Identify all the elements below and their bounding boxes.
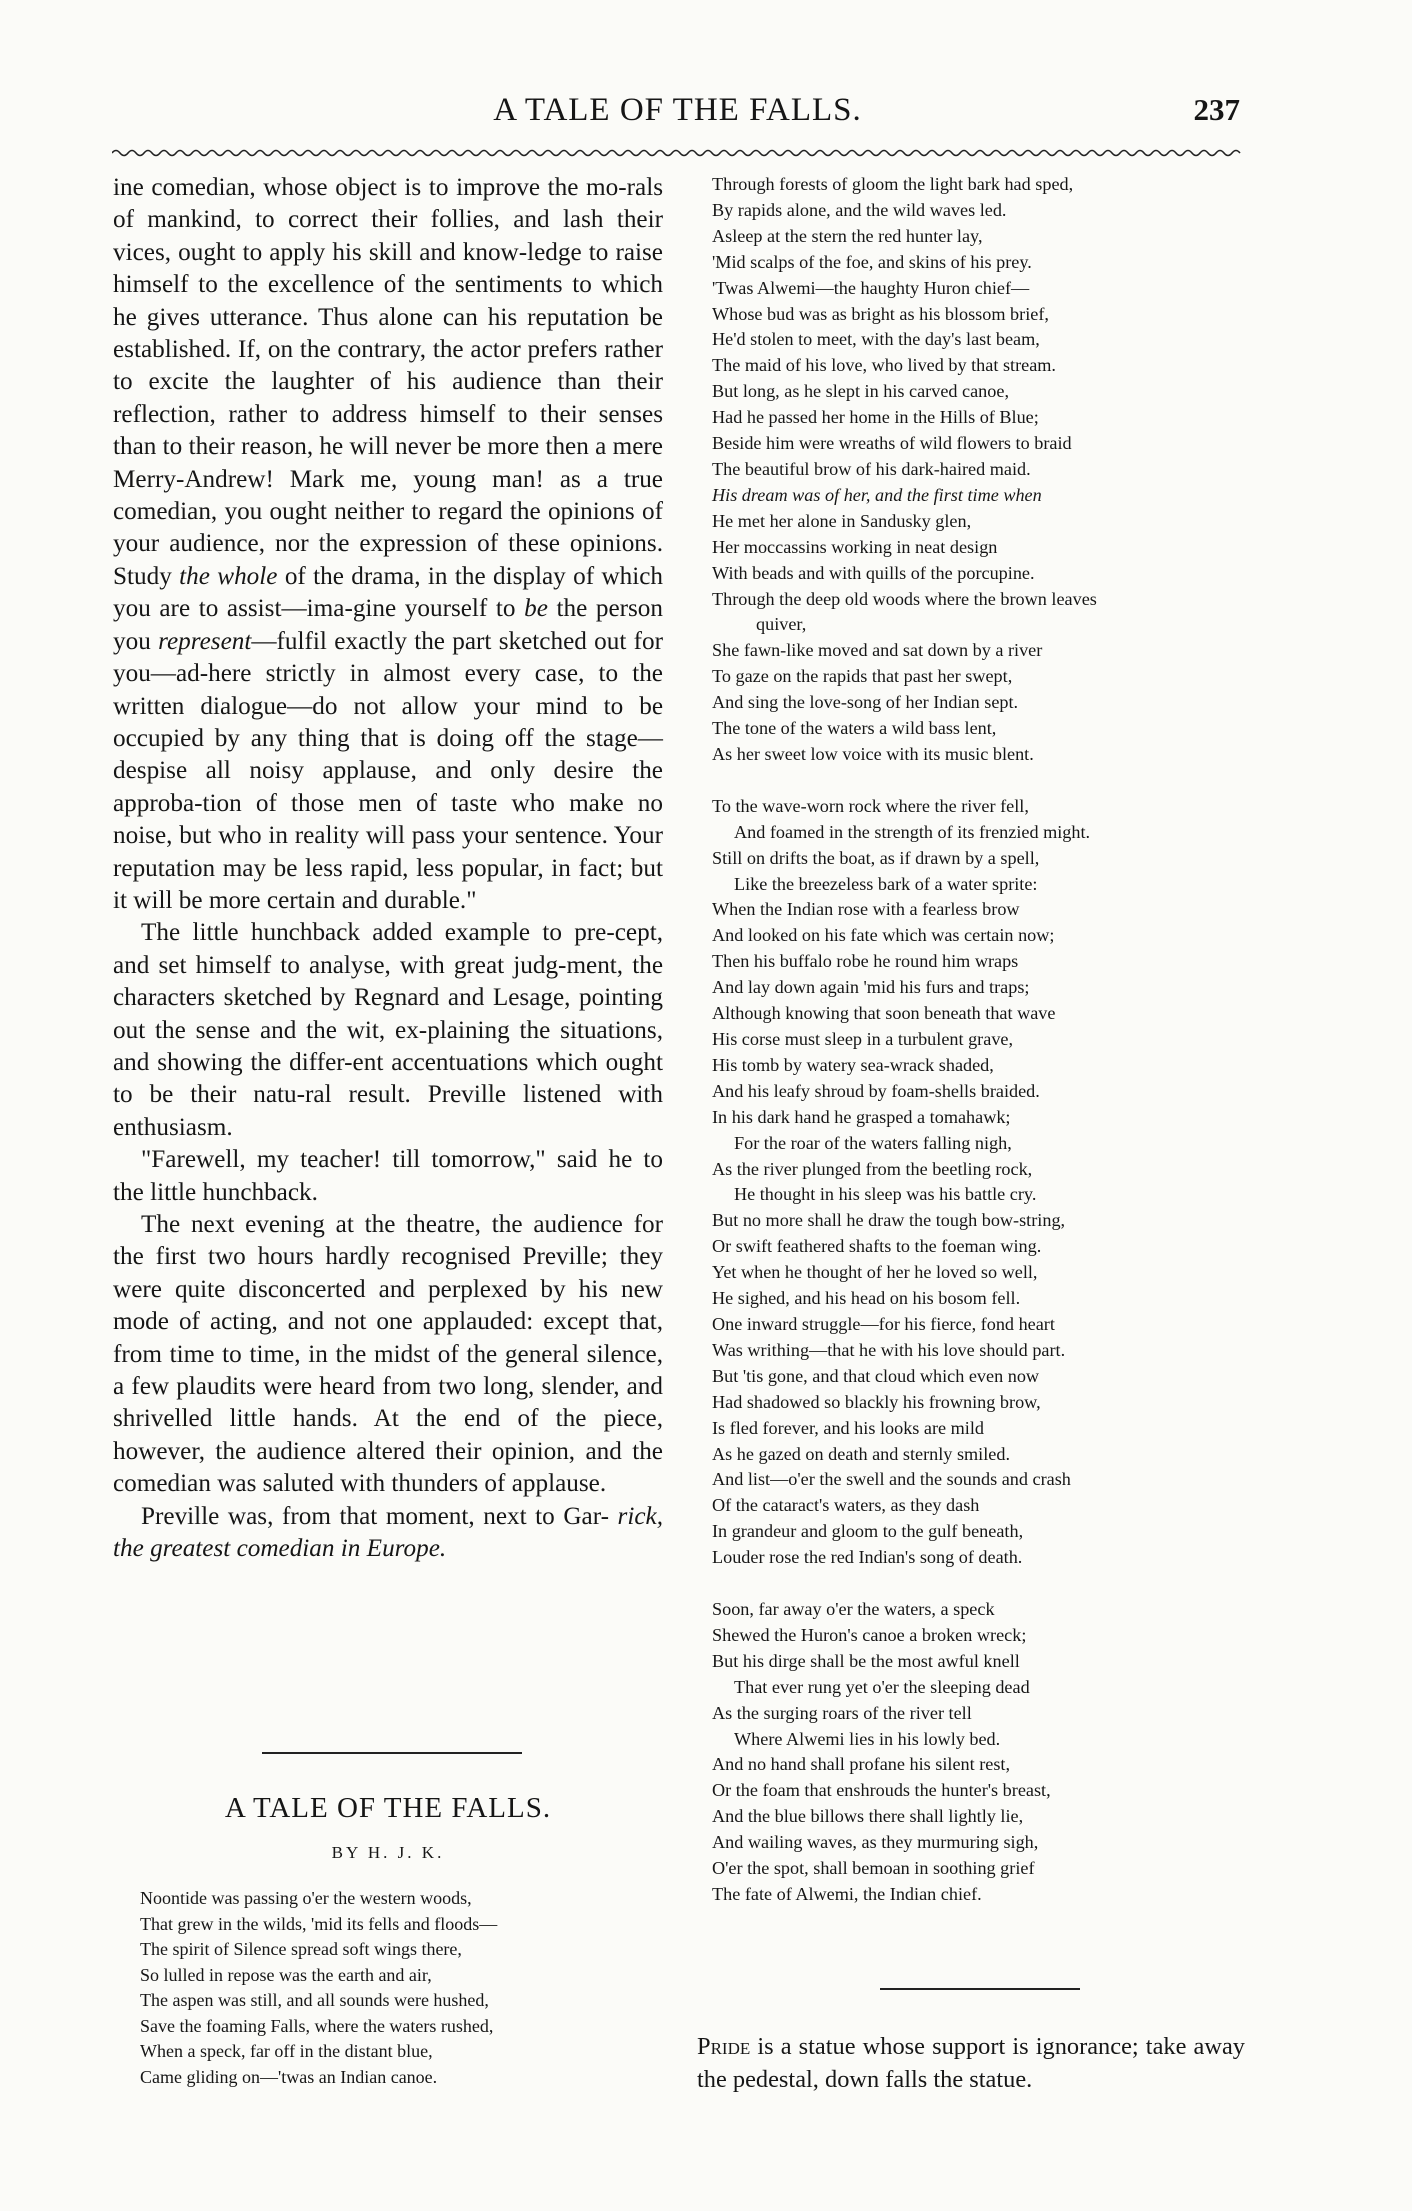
poem-line: In grandeur and gloom to the gulf beneath, xyxy=(712,1521,1024,1542)
poem-line: Louder rose the red Indian's song of death. xyxy=(712,1547,1023,1568)
poem-opening-stanza xyxy=(140,1886,660,2090)
poem-line: Through the deep old woods where the brown leaves xyxy=(712,588,1097,609)
poem-line: The beautiful brow of his dark-haired maid. xyxy=(712,458,1031,479)
poem-line: Through forests of gloom the light bark had sped, xyxy=(712,174,1074,194)
poem-line: Still on drifts the boat, as if drawn by a spell, xyxy=(712,847,1040,868)
poem-line: Then his buffalo robe he round him wraps xyxy=(712,951,1019,972)
poem-line: 'Mid scalps of the foe, and skins of his prey. xyxy=(712,251,1032,272)
epigram-text: is a statue whose support is ignorance; take away the pedestal, down falls the statue. xyxy=(697,2033,1245,2093)
poem-line: And foamed in the strength of its frenzied might. xyxy=(734,821,1091,842)
paragraph-text: —fulfil exactly the part sketched out for you—ad-here strictly in almost every case, to the written dialogue—do not allow your mind to be occupied by any thing that is doing off the stage—despise all noisy applause, and only desire the approba-tion of those men of taste who make no noise, but who in reality will pass your sentence. Your reputation may be less rapid, less popular, in fact; but it will be more certain and durable." xyxy=(113,627,663,914)
poem-line: And the blue billows there shall lightly lie, xyxy=(712,1806,1024,1827)
poem-line: Save the foaming Falls, where the waters rushed, xyxy=(140,2015,494,2036)
poem-line: Whose bud was as bright as his blossom brief, xyxy=(712,303,1049,324)
paragraph-text: of the drama, in the display of which you are to assist—ima-gine yourself to xyxy=(113,562,664,623)
poem-line: And lay down again 'mid his furs and traps; xyxy=(712,977,1030,998)
emphasis-text: the whole xyxy=(179,562,278,590)
paragraph-text: ine comedian, whose object is to improve the mo-rals of mankind, to correct their follies, and lash their vices, ought to apply his skill and know-ledge to raise himself to the excellence of the sentiments to which he gives utterance. Thus alone can his reputation be established. If, on the contrary, the actor prefers rather to excite the laughter of his audience than their reflection, rather to address himself to their senses than to their reason, he will never be more then a mere Merry-Andrew! Mark me, young man! as a true comedian, you ought neither to regard the opinions of your audience, nor the expression of these opinions. Study xyxy=(113,174,663,590)
emphasis-text: be xyxy=(524,595,548,623)
paragraph-conclusion xyxy=(113,1501,663,1566)
poem-line: But long, as he slept in his carved canoe, xyxy=(712,381,1009,402)
wavy-rule xyxy=(112,148,1242,158)
poem-line: That grew in the wilds, 'mid its fells and floods— xyxy=(140,1913,498,1934)
poem-line: Soon, far away o'er the waters, a speck xyxy=(712,1599,995,1620)
poem-line: Asleep at the stern the red hunter lay, xyxy=(712,225,983,246)
poem-line: The maid of his love, who lived by that stream. xyxy=(712,355,1056,376)
poem-line: As the river plunged from the beetling rock, xyxy=(712,1158,1033,1179)
paragraph-hunchback: The little hunchback added example to pre-cept, and set himself to analyse, with great judg-ment, the characters sketched by Regnard and Lesage, pointing out the sense and the wit, ex-plaining the situations, and showing the differ-ent accentuations which ought to be their natu-ral result. Preville listened with enthusiasm. xyxy=(113,919,663,1141)
poem-line: The spirit of Silence spread soft wings there, xyxy=(140,1939,462,1959)
poem-title: A TALE OF THE FALLS. xyxy=(224,1792,552,1824)
poem-line: When the Indian rose with a fearless brow xyxy=(712,899,1020,920)
poem-byline: BY H. J. K. xyxy=(331,1843,445,1862)
poem-line: He met her alone in Sandusky glen, xyxy=(712,510,972,531)
poem-line-turnover: quiver, xyxy=(756,614,807,635)
poem-line: To gaze on the rapids that past her swept, xyxy=(712,666,1013,687)
epigram-lead-word: Pride xyxy=(697,2033,751,2060)
poem-line: And sing the love-song of her Indian sept. xyxy=(712,692,1019,713)
poem-line: He thought in his sleep was his battle cry. xyxy=(734,1184,1037,1205)
poem-line: Or the foam that enshrouds the hunter's breast, xyxy=(712,1780,1051,1801)
poem-line: Beside him were wreaths of wild flowers to braid xyxy=(712,433,1072,454)
poem-line: His tomb by watery sea-wrack shaded, xyxy=(712,1054,994,1075)
emphasis-text: represent xyxy=(158,627,252,655)
poem-line: Or swift feathered shafts to the foeman wing. xyxy=(712,1236,1042,1257)
poem-line: And list—o'er the swell and the sounds and crash xyxy=(712,1469,1071,1490)
poem-line: O'er the spot, shall bemoan in soothing grief xyxy=(712,1858,1035,1879)
section-divider xyxy=(262,1752,522,1754)
stanza-break xyxy=(712,1571,1247,1597)
poem-line: The tone of the waters a wild bass lent, xyxy=(712,718,997,739)
poem-line: And his leafy shroud by foam-shells braided. xyxy=(712,1080,1040,1101)
poem-line: As he gazed on death and sternly smiled. xyxy=(712,1443,1010,1464)
poem-line: So lulled in repose was the earth and air, xyxy=(140,1964,432,1985)
poem-line: When a speck, far off in the distant blue, xyxy=(140,2041,433,2061)
stanza-break xyxy=(712,768,1247,794)
poem-line: Had he passed her home in the Hills of Blue; xyxy=(712,407,1039,428)
poem-stanza-3 xyxy=(712,1597,1247,1908)
poem-line: And no hand shall profane his silent rest, xyxy=(712,1754,1011,1775)
poem-line: As her sweet low voice with its music blent. xyxy=(712,743,1034,764)
paragraph-text: Preville was, from that moment, next to Gar- xyxy=(141,1502,609,1530)
poem-line: His corse must sleep in a turbulent grave, xyxy=(712,1029,1014,1049)
section-divider xyxy=(880,1988,1080,1990)
poem-column xyxy=(712,172,1247,1908)
poem-line: Like the breezeless bark of a water sprite: xyxy=(734,873,1038,894)
paragraph-text: the person you xyxy=(113,595,663,655)
poem-line: He'd stolen to meet, with the day's last beam, xyxy=(712,329,1040,350)
poem-line: Although knowing that soon beneath that wave xyxy=(712,1003,1056,1024)
poem-line: Yet when he thought of her he loved so well, xyxy=(712,1262,1038,1283)
poem-line: Had shadowed so blackly his frowning brow, xyxy=(712,1391,1041,1412)
emphasis-text: rick, the greatest comedian in Europe. xyxy=(113,1502,664,1563)
prose-column xyxy=(113,172,663,1565)
poem-line: That ever rung yet o'er the sleeping dead xyxy=(734,1676,1030,1697)
poem-line: And looked on his fate which was certain now; xyxy=(712,925,1055,946)
poem-line: The aspen was still, and all sounds were hushed, xyxy=(140,1990,489,2010)
poem-line: The fate of Alwemi, the Indian chief. xyxy=(712,1884,982,1904)
poem-line: But his dirge shall be the most awful knell xyxy=(712,1650,1020,1671)
poem-line: But no more shall he draw the tough bow-string, xyxy=(712,1210,1066,1231)
poem-line: But 'tis gone, and that cloud which even now xyxy=(712,1365,1040,1386)
poem-line: 'Twas Alwemi—the haughty Huron chief— xyxy=(712,277,1030,298)
poem-line: Shewed the Huron's canoe a broken wreck; xyxy=(712,1624,1027,1645)
poem-line: To the wave-worn rock where the river fell, xyxy=(712,795,1029,816)
poem-line: Of the cataract's waters, as they dash xyxy=(712,1495,980,1516)
poem-line xyxy=(712,483,1247,509)
page-header xyxy=(115,92,1240,140)
poem-line: Came gliding on—'twas an Indian canoe. xyxy=(140,2066,438,2087)
paragraph-next-evening: The next evening at the theatre, the audience for the first two hours hardly recognised Preville; they were quite disconcerted and perplexed by his new mode of acting, and not one applauded: except that, from time to time, in the midst of the general silence, a few plaudits were heard from two long, slender, and shrivelled little hands. At the end of the piece, however, the audience altered their opinion, and the comedian was saluted with thunders of applause. xyxy=(113,1211,663,1498)
poem-line: He sighed, and his head on his bosom fell. xyxy=(712,1288,1021,1309)
poem-line: For the roar of the waters falling nigh, xyxy=(734,1132,1012,1153)
poem-line: Where Alwemi lies in his lowly bed. xyxy=(734,1728,1001,1749)
poem-line: One inward struggle—for his fierce, fond heart xyxy=(712,1313,1055,1334)
poem-line: Noontide was passing o'er the western woods, xyxy=(140,1888,472,1908)
poem-line: Is fled forever, and his looks are mild xyxy=(712,1417,985,1438)
poem-line: In his dark hand he grasped a tomahawk; xyxy=(712,1106,1011,1127)
poem-line-italic: His dream was of her, and the first time when xyxy=(712,484,1042,505)
paragraph-continued xyxy=(113,172,663,917)
poem-line: She fawn-like moved and sat down by a river xyxy=(712,640,1043,661)
running-title: A TALE OF THE FALLS. xyxy=(493,92,862,128)
paragraph-farewell: "Farewell, my teacher! till tomorrow," said he to the little hunchback. xyxy=(113,1146,663,1206)
poem-stanza-2 xyxy=(712,794,1247,1571)
poem-stanza-1 xyxy=(712,172,1247,768)
poem-line: By rapids alone, and the wild waves led. xyxy=(712,199,1007,220)
poem-line: And wailing waves, as they murmuring sigh, xyxy=(712,1832,1039,1853)
epigram xyxy=(697,2030,1245,2096)
poem-line: Was writhing—that he with his love should part. xyxy=(712,1339,1066,1360)
poem-line: With beads and with quills of the porcupine. xyxy=(712,562,1035,583)
page-number: 237 xyxy=(1193,92,1240,127)
poem-line: Her moccassins working in neat design xyxy=(712,536,998,557)
poem-line: As the surging roars of the river tell xyxy=(712,1702,972,1723)
